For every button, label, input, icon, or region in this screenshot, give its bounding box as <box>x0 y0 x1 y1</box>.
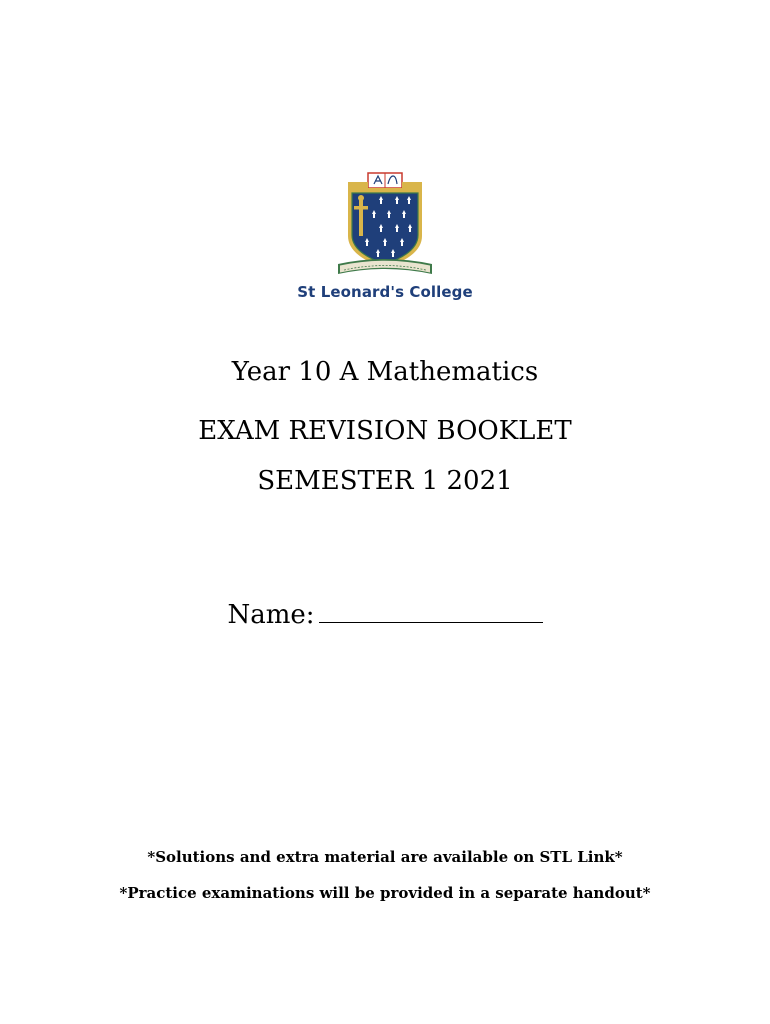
name-field-row <box>0 596 770 630</box>
solutions-note: *Solutions and extra material are available on STL Link* <box>147 848 623 866</box>
name-label: Name: <box>227 600 315 630</box>
practice-exams-note: *Practice examinations will be provided in a separate handout* <box>119 884 651 902</box>
semester-title: SEMESTER 1 2021 <box>257 466 513 496</box>
college-crest-logo <box>334 170 436 282</box>
college-name: St Leonard's College <box>297 283 473 301</box>
booklet-title: EXAM REVISION BOOKLET <box>198 416 572 446</box>
name-blank-line[interactable] <box>319 596 543 623</box>
subject-title: Year 10 A Mathematics <box>231 357 539 387</box>
